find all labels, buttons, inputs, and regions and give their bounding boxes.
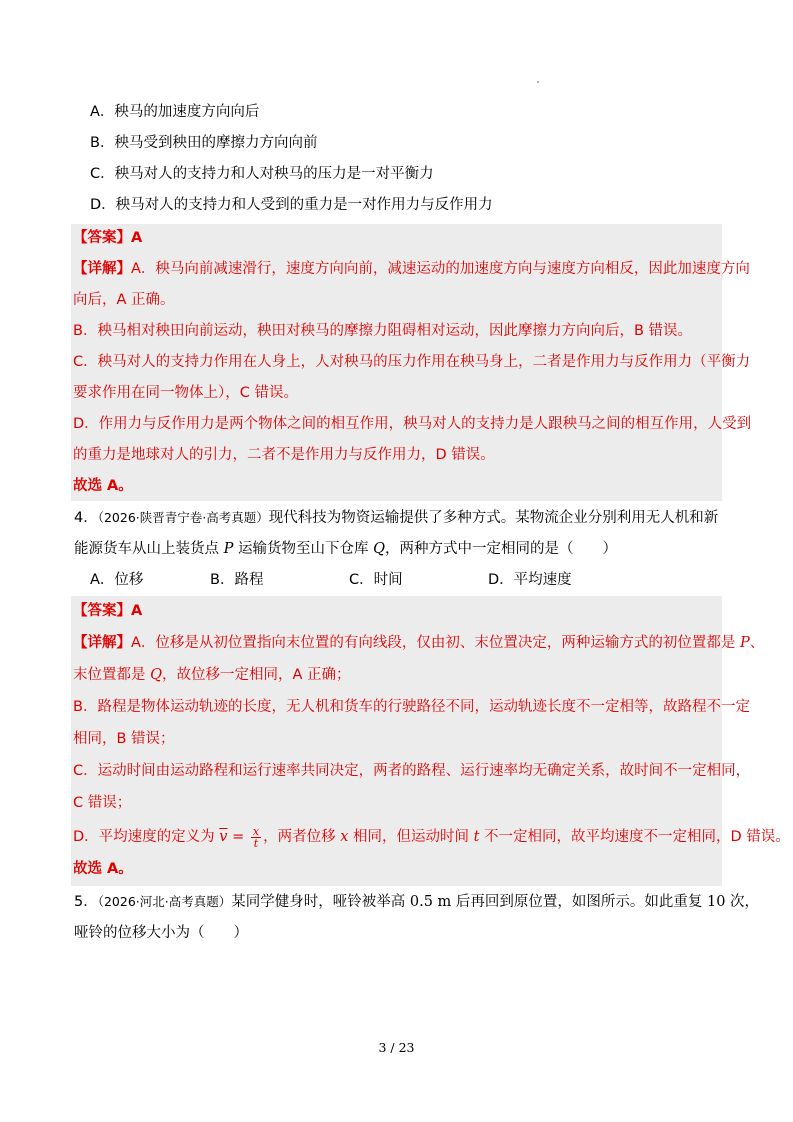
q4-detail-line-3: B．路程是物体运动轨迹的长度，无人机和货车的行驶路径不同，运动轨迹长度不一定相等，故路程不一定 — [73, 699, 750, 715]
answer-value: A — [131, 603, 143, 619]
q3-detail-line-5: 要求作用在同一物体上），C 错误。 — [73, 385, 298, 401]
fraction-x-over-t — [251, 826, 261, 849]
var-t: t — [473, 829, 480, 845]
q4-detail-line-5: C．运动时间由运动路程和运行速率共同决定，两者的路程、运行速率均无确定关系，故时间不一定相同， — [73, 763, 751, 779]
q4-text: 现代科技为物资运输提供了多种方式。某物流企业分别利用无人机和新 — [268, 510, 719, 526]
q5-stem-line-2: 哑铃的位移大小为（ ） — [74, 925, 248, 941]
q5-text: 次， — [725, 894, 760, 910]
q4-detail-line-2 — [73, 664, 351, 686]
q3-answer-line — [73, 227, 142, 249]
detail-tag: 【详解】 — [73, 261, 131, 277]
q4-number: 4． — [74, 510, 98, 526]
q3-detail-line-4: C．秧马对人的支持力作用在人身上，人对秧马的压力作用在秧马身上，二者是作用力与反作用力（平衡力 — [73, 354, 751, 370]
point-p: P — [223, 541, 234, 557]
q5-source: （2026·河北·高考真题） — [97, 894, 232, 909]
q3-detail-line-1 — [73, 258, 750, 280]
q4-option-b: B．路程 — [210, 572, 264, 588]
answer-tag: 【答案】 — [73, 230, 131, 246]
answer-tag: 【答案】 — [73, 603, 131, 619]
average-velocity-symbol: $\overline{v}$ — [219, 829, 228, 845]
q4-detail-line-7 — [73, 822, 790, 852]
q5-text: 后再回到原位置，如图所示。如此重复 — [451, 894, 707, 910]
q4-stem-line-1 — [74, 507, 718, 529]
detail-text: 相同，但运动时间 — [348, 829, 474, 845]
q3-detail-line-3: B．秧马相对秧田向前运动，秧田对秧马的摩擦力阻碍相对运动，因此摩擦力方向向后，B 错误。 — [73, 323, 693, 339]
q4-option-d: D．平均速度 — [488, 572, 572, 588]
q3-option-c: C．秧马对人的支持力和人对秧马的压力是一对平衡力 — [90, 166, 434, 182]
q5-text: 某同学健身时，哑铃被举高 — [231, 894, 410, 910]
q3-detail-line-7: 的重力是地球对人的引力，二者不是作用力与反作用力，D 错误。 — [73, 447, 495, 463]
q4-text: 运输货物至山下仓库 — [233, 541, 374, 557]
point-p: P — [740, 635, 750, 651]
q3-option-d: D．秧马对人的支持力和人受到的重力是一对作用力与反作用力 — [90, 197, 493, 213]
equals-sign: = — [227, 829, 249, 845]
fraction-numerator: x — [252, 824, 260, 838]
q4-detail-line-6: C 错误； — [73, 795, 132, 811]
height-value: 0.5 m — [409, 894, 452, 910]
detail-text: 、 — [749, 635, 765, 651]
q5-stem-line-1 — [74, 891, 759, 913]
q4-option-c: C．时间 — [349, 572, 403, 588]
q3-detail-line-2: 向后，A 正确。 — [73, 292, 175, 308]
page-number: 3 / 23 — [378, 1040, 415, 1055]
q3-option-b: B．秧马受到秧田的摩擦力方向向前 — [90, 135, 318, 151]
point-q: Q — [373, 541, 385, 557]
q3-option-a: A．秧马的加速度方向向后 — [90, 104, 260, 120]
detail-text: ，两者位移 — [263, 829, 341, 845]
q3-detail-line-6: D．作用力与反作用力是两个物体之间的相互作用，秧马对人的支持力是人跟秧马之间的相互作用，人受到 — [73, 416, 752, 432]
fraction-denominator: t — [253, 836, 259, 850]
q5-number: 5． — [74, 894, 98, 910]
stray-dot — [537, 81, 539, 83]
q4-detail-line-1 — [73, 632, 764, 654]
point-q: Q — [150, 667, 162, 683]
detail-text: 不一定相同，故平均速度不一定相同，D 错误。 — [479, 829, 790, 845]
detail-text: A．秧马向前减速滑行，速度方向向前，减速运动的加速度方向与速度方向相反，因此加速度方向 — [131, 261, 750, 277]
q4-option-a: A．位移 — [90, 572, 144, 588]
detail-text: A．位移是从初位置指向末位置的有向线段，仅由初、末位置决定，两种运输方式的初位置都是 — [131, 635, 741, 651]
q4-detail-line-4: 相同，B 错误； — [73, 731, 175, 747]
q4-stem-line-2 — [74, 538, 617, 560]
q4-text: 能源货车从山上装货点 — [74, 541, 224, 557]
q4-text: ，两种方式中一定相同的是（ ） — [384, 541, 617, 557]
q3-conclusion: 故选 A。 — [73, 478, 133, 494]
q4-conclusion: 故选 A。 — [73, 861, 133, 877]
q3-answer-box — [71, 224, 752, 501]
q4-source: （2026·陕晋青宁卷·高考真题） — [97, 510, 269, 525]
answer-value: A — [131, 230, 143, 246]
var-x: x — [340, 829, 349, 845]
detail-text: D．平均速度的定义为 — [73, 829, 220, 845]
repeat-count: 10 — [707, 894, 726, 910]
detail-tag: 【详解】 — [73, 635, 131, 651]
q4-answer-box — [71, 596, 790, 886]
detail-text: 末位置都是 — [73, 667, 151, 683]
detail-text: ，故位移一定相同，A 正确； — [162, 667, 351, 683]
q4-answer-line — [73, 600, 142, 622]
